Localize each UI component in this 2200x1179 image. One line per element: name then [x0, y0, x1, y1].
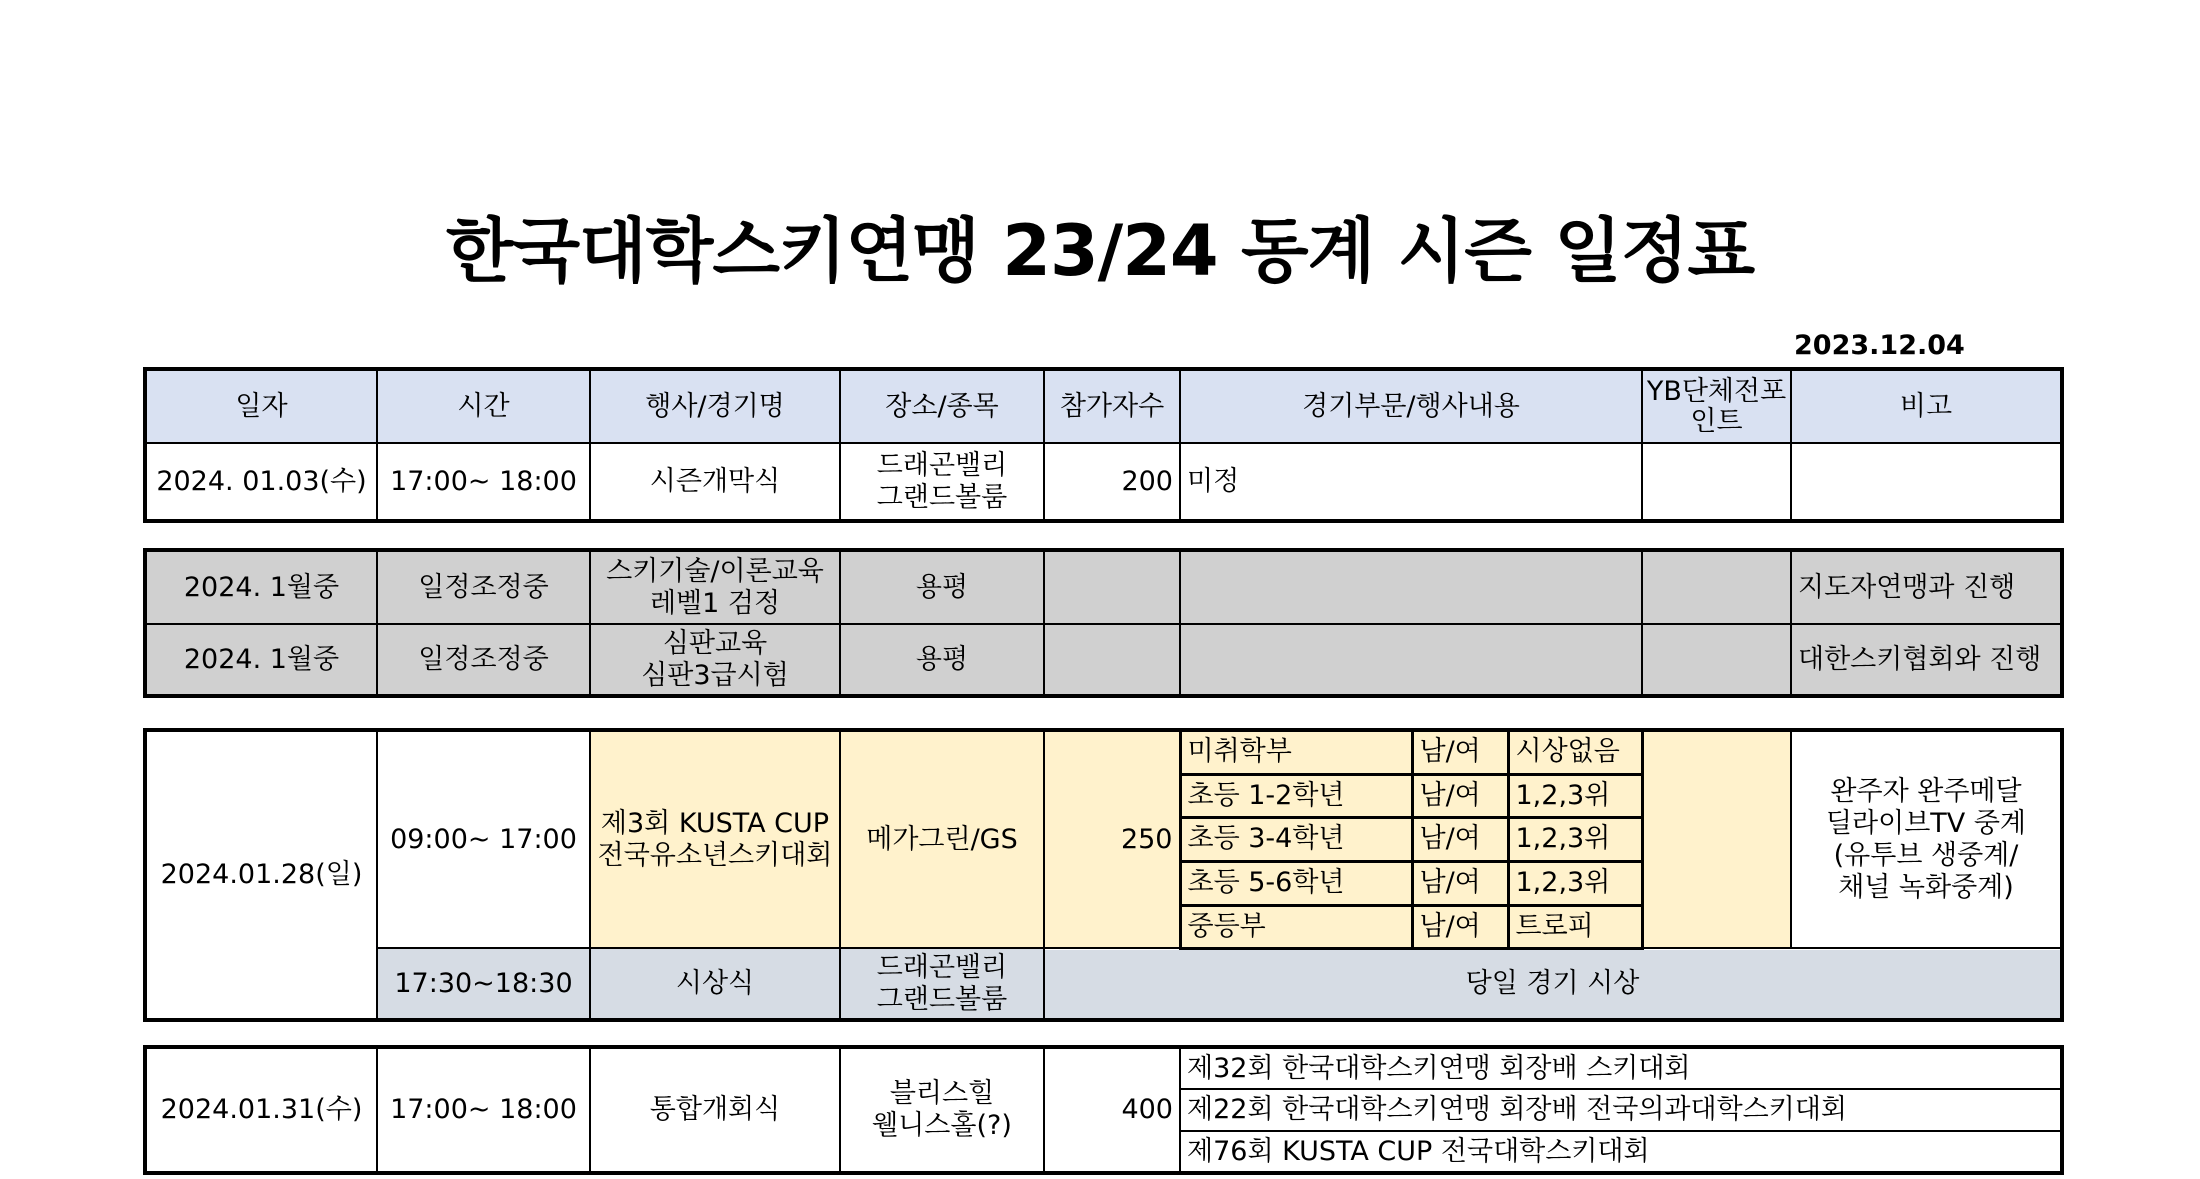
edu-2-content [1180, 624, 1642, 696]
division-1-name: 미취학부 [1180, 730, 1412, 774]
division-3-award: 1,2,3위 [1508, 817, 1642, 861]
joint-table [143, 1045, 2064, 1175]
edu-2-event [590, 624, 840, 696]
document-date: 2023.12.04 [1794, 330, 1965, 361]
division-4-name: 초등 5-6학년 [1180, 861, 1412, 905]
edu-2-date: 2024. 1월중 [145, 624, 377, 696]
edu-2-venue: 용평 [840, 624, 1044, 696]
ceremony-time: 17:30~18:30 [377, 948, 590, 1020]
opening-table [143, 367, 2064, 523]
header-event: 행사/경기명 [590, 369, 840, 443]
division-1-gender: 남/여 [1412, 730, 1508, 774]
edu-1-time: 일정조정중 [377, 550, 590, 624]
edu-1-yb [1642, 550, 1791, 624]
division-1-award: 시상없음 [1508, 730, 1642, 774]
header-time: 시간 [377, 369, 590, 443]
opening-event: 시즌개막식 [590, 443, 840, 521]
opening-content: 미정 [1180, 443, 1642, 521]
youth-note-line2: 딜라이브TV 중계 [1825, 807, 2027, 839]
edu-1-note: 지도자연맹과 진행 [1791, 550, 2062, 624]
edu-1-event-line2: 레벨1 검정 [649, 587, 781, 619]
opening-row [145, 443, 2062, 521]
opening-date: 2024. 01.03(수) [145, 443, 377, 521]
header-yb-line1: YB단체전포 [1646, 375, 1787, 407]
joint-event: 통합개회식 [590, 1047, 840, 1173]
opening-venue-line1: 드래곤밸리 [876, 449, 1008, 481]
division-3-name: 초등 3-4학년 [1180, 817, 1412, 861]
youth-event [590, 730, 840, 948]
edu-1-content [1180, 550, 1642, 624]
header-yb-points [1642, 369, 1791, 443]
ceremony-event: 시상식 [590, 948, 840, 1020]
youth-event-line2: 전국유소년스키대회 [597, 839, 833, 871]
page-title: 한국대학스키연맹 23/24 동계 시즌 일정표 [445, 210, 1755, 292]
youth-yb [1642, 730, 1791, 948]
joint-venue [840, 1047, 1044, 1173]
division-5-name: 중등부 [1180, 905, 1412, 948]
header-yb-line2: 인트 [1690, 405, 1743, 437]
joint-content-3: 제76회 KUSTA CUP 전국대학스키대회 [1180, 1131, 2062, 1173]
youth-row-1 [145, 730, 2062, 774]
header-count: 참가자수 [1044, 369, 1180, 443]
edu-2-time: 일정조정중 [377, 624, 590, 696]
joint-content-2: 제22회 한국대학스키연맹 회장배 전국의과대학스키대회 [1180, 1089, 2062, 1131]
header-row [145, 369, 2062, 443]
edu-row-1 [145, 550, 2062, 624]
division-2-gender: 남/여 [1412, 774, 1508, 817]
youth-count: 250 [1044, 730, 1180, 948]
joint-row-1 [145, 1047, 2062, 1089]
edu-2-event-line1: 심판교육 [662, 627, 768, 659]
youth-note-line4: 채널 녹화중계) [1838, 871, 2014, 903]
edu-1-date: 2024. 1월중 [145, 550, 377, 624]
edu-1-event-line1: 스키기술/이론교육 [606, 555, 824, 587]
joint-venue-line2: 웰니스홀(?) [872, 1110, 1012, 1141]
youth-note-line1: 완주자 완주메달 [1830, 775, 2022, 807]
edu-1-venue: 용평 [840, 550, 1044, 624]
header-content: 경기부문/행사내용 [1180, 369, 1642, 443]
ceremony-venue-line2: 그랜드볼룸 [876, 983, 1008, 1015]
youth-table [143, 728, 2064, 1022]
division-3-gender: 남/여 [1412, 817, 1508, 861]
joint-time: 17:00~ 18:00 [377, 1047, 590, 1173]
youth-note [1791, 730, 2062, 948]
header-note: 비고 [1791, 369, 2062, 443]
edu-2-event-line2: 심판3급시험 [641, 659, 789, 691]
education-table [143, 548, 2064, 698]
division-5-gender: 남/여 [1412, 905, 1508, 948]
header-date: 일자 [145, 369, 377, 443]
ceremony-venue-line1: 드래곤밸리 [876, 951, 1008, 983]
youth-date: 2024.01.28(일) [145, 730, 377, 1020]
edu-row-2 [145, 624, 2062, 696]
youth-time: 09:00~ 17:00 [377, 730, 590, 948]
youth-venue: 메가그린/GS [840, 730, 1044, 948]
opening-yb [1642, 443, 1791, 521]
edu-2-yb [1642, 624, 1791, 696]
edu-1-event [590, 550, 840, 624]
division-2-name: 초등 1-2학년 [1180, 774, 1412, 817]
ceremony-venue [840, 948, 1044, 1020]
division-2-award: 1,2,3위 [1508, 774, 1642, 817]
youth-event-line1: 제3회 KUSTA CUP [600, 807, 830, 839]
division-4-gender: 남/여 [1412, 861, 1508, 905]
header-venue: 장소/종목 [840, 369, 1044, 443]
joint-content-1: 제32회 한국대학스키연맹 회장배 스키대회 [1180, 1047, 2062, 1089]
opening-venue-line2: 그랜드볼룸 [876, 481, 1008, 513]
opening-time: 17:00~ 18:00 [377, 443, 590, 521]
opening-venue [840, 443, 1044, 521]
ceremony-content: 당일 경기 시상 [1044, 948, 2062, 1020]
opening-note [1791, 443, 2062, 521]
edu-1-count [1044, 550, 1180, 624]
joint-venue-line1: 블리스힐 [889, 1078, 995, 1109]
ceremony-row [145, 948, 2062, 1020]
opening-count: 200 [1044, 443, 1180, 521]
joint-date: 2024.01.31(수) [145, 1047, 377, 1173]
division-4-award: 1,2,3위 [1508, 861, 1642, 905]
joint-count: 400 [1044, 1047, 1180, 1173]
edu-2-note: 대한스키협회와 진행 [1791, 624, 2062, 696]
division-5-award: 트로피 [1508, 905, 1642, 948]
edu-2-count [1044, 624, 1180, 696]
youth-note-line3: (유투브 생중계/ [1833, 839, 2019, 871]
